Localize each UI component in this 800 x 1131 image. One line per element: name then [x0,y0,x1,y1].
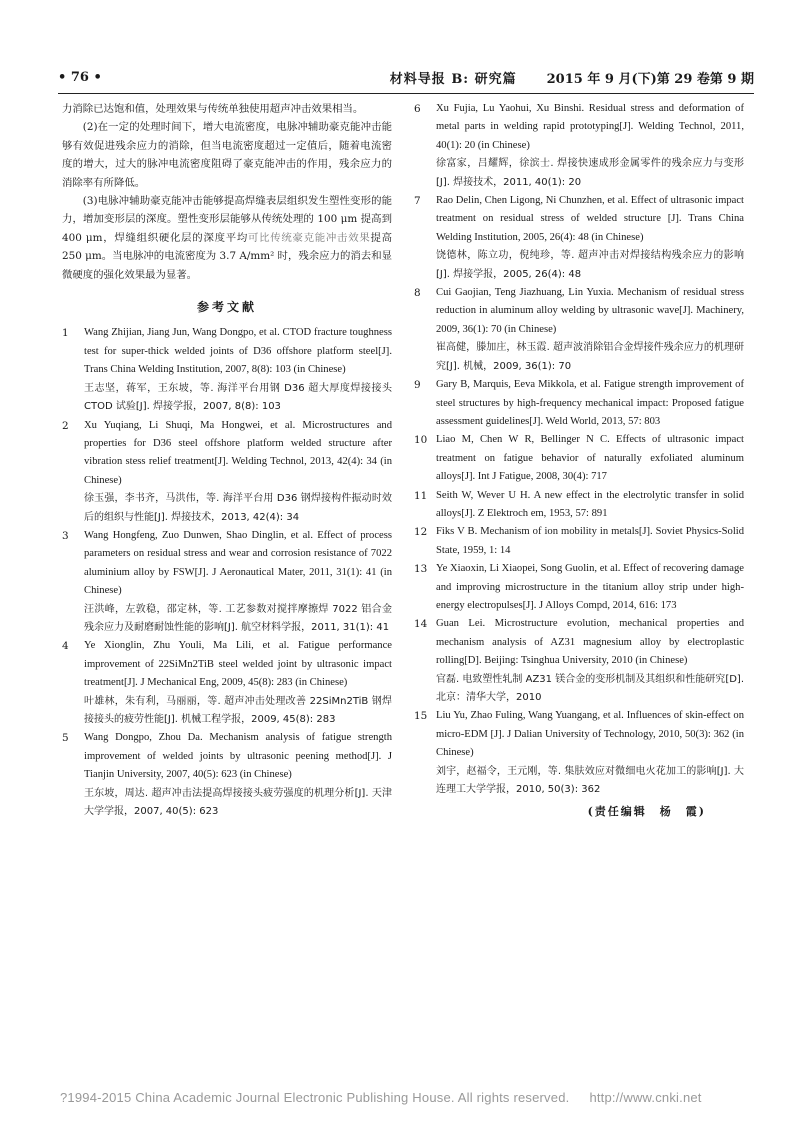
reference-number: 4 [62,640,69,653]
reference-number: 13 [414,563,428,576]
reference-item [414,284,744,376]
reference-item [414,100,744,192]
reference-item [414,431,744,486]
reference-number: 7 [414,195,421,208]
reference-item [414,523,744,560]
reference-english: Ye Xiaoxin, Li Xiaopei, Song Guolin, et al. Effect of recovering damage and improving microstructure in the titanium alloy strip under high-energy electropulses[J]. J Alloys Compd, 2014, 616: 173 [436,563,744,611]
conclusion-3-gray: 可比传统豪克能冲击效果 [247,231,371,244]
copyright-text: ?1994-2015 China Academic Journal Electronic Publishing House. All rights reserved. [60,1090,570,1105]
reference-number: 6 [414,103,421,115]
reference-english: Ye Xionglin, Zhu Youli, Ma Lili, et al. Fatigue performance improvement of 22SiMn2TiB steel welded joint by ultrasonic impact treatment[J]. J Mechanical Eng, 2009, 45(8): 283 (in Chinese) [84,640,392,689]
reference-body [436,192,744,284]
reference-body [436,615,744,707]
reference-item [62,417,392,527]
conclusion-3-part-a: (3)电脉冲辅助豪克能冲击能够提高焊缝表层组织发生塑性变形的能力，增加变形层的深度。塑性变形层能够从传统处理的 100 μm 提高到 400 μm，焊缝组织硬化层的深度平均 [62,195,392,244]
reference-body [436,487,744,524]
running-header [58,66,754,88]
reference-chinese: 饶德林，陈立功，倪纯珍，等. 超声冲击对焊接结构残余应力的影响[J]. 焊接学报，2005, 26(4): 48 [436,250,744,280]
reference-number: 10 [414,434,428,447]
reference-item [414,487,744,524]
reference-number: 11 [414,489,428,502]
reference-english: Cui Gaojian, Teng Jiazhuang, Lin Yuxia. Mechanism of residual stress reduction in aluminum alloy welding by ultrasonic wave[J]. Machinery, 2009, 36(1): 70 (in Chinese) [436,287,744,335]
reference-chinese: 叶雄林，朱有利，马丽丽，等. 超声冲击处理改善 22SiMn2TiB 钢焊接接头的疲劳性能[J]. 机械工程学报，2009, 45(8): 283 [84,695,392,725]
reference-body [436,284,744,376]
reference-chinese: 官磊. 电致塑性轧制 AZ31 镁合金的变形机制及其组织和性能研究[D]. 北京：清华大学，2010 [436,673,744,703]
reference-body [84,417,392,527]
references-heading: 参考文献 [196,300,257,315]
reference-item [414,376,744,431]
reference-number: 3 [62,529,69,542]
right-column [414,100,744,822]
reference-number: 15 [414,710,428,723]
reference-english: Liao M, Chen W R, Bellinger N C. Effects of ultrasonic impact treatment on fatigue behavior of naturally exfoliated aluminum alloys[J]. Int J Fatigue, 2008, 30(4): 717 [436,434,744,483]
reference-number: 8 [414,287,421,300]
reference-number: 12 [414,526,428,539]
reference-chinese: 刘宇，赵福令，王元刚，等. 集肤效应对微细电火花加工的影响[J]. 大连理工大学学报，2010, 50(3): 362 [436,765,744,796]
reference-body [84,324,392,416]
reference-item [414,560,744,615]
reference-english: Seith W, Wever U H. A new effect in the electrolytic transfer in solid alloys[J]. Z Elektroch em, 1953, 57: 891 [436,489,744,519]
reference-english: Wang Zhijian, Jiang Jun, Wang Dongpo, et al. CTOD fracture toughness test for super-thick welded joints of D36 offshore platform steel[J]. Trans China Welding Institution, 2007, 8(8): 103 (in Chinese) [84,327,392,376]
reference-number: 9 [414,379,421,392]
reference-number: 1 [62,327,69,340]
reference-english: Fiks V B. Mechanism of ion mobility in metals[J]. Soviet Physics-Solid State, 1959, 1: 14 [436,526,744,556]
reference-body [84,729,392,821]
footer-url[interactable]: http://www.cnki.net [589,1090,702,1105]
left-column [62,100,392,821]
reference-english: Xu Fujia, Lu Yaohui, Xu Binshi. Residual stress and deformation of metal parts in welding rapid prototyping[J]. Welding Technol, 2011, 40(1): 20 (in Chinese) [436,103,744,151]
reference-item [62,637,392,729]
reference-english: Wang Dongpo, Zhou Da. Mechanism analysis of fatigue strength improvement of welded joints by ultrasonic peening method[J]. J Tianjin University, 2007, 40(5): 623 (in Chinese) [84,732,392,781]
reference-item [62,527,392,637]
reference-chinese: 徐玉强，李书齐，马洪伟，等. 海洋平台用 D36 钢焊接构件振动时效后的组织与性能[J]. 焊接技术，2013, 42(4): 34 [84,493,392,523]
conclusion-2: (2)在一定的处理时间下，增大电流密度，电脉冲辅助豪克能冲击能够有效促进残余应力的消除，但当电流密度超过一定值后，随着电流密度的增大，过大的脉冲电流密度阻碍了豪克能冲击的作用，残余应力的消除率有所降低。 [62,121,392,189]
reference-body [84,527,392,637]
copyright-footer [60,1090,702,1105]
reference-chinese: 徐富家，吕耀辉，徐滨士. 焊接快速成形金属零件的残余应力与变形[J]. 焊接技术，2011, 40(1): 20 [436,158,744,188]
reference-chinese: 汪洪峰，左敦稳，邵定林，等. 工艺参数对搅拌摩擦焊 7022 铝合金残余应力及耐磨耐蚀性能的影响[J]. 航空材料学报，2011, 31(1): 41 [84,603,392,633]
references-list-right [414,100,744,799]
intro-continuation: 力消除已达饱和值，处理效果与传统单独使用超声冲击效果相当。 [62,103,364,115]
reference-body [436,431,744,486]
reference-chinese: 王志坚，蒋军，王东坡，等. 海洋平台用钢 D36 超大厚度焊接接头 CTOD 试验[J]. 焊接学报，2007, 8(8): 103 [84,382,392,413]
reference-english: Xu Yuqiang, Li Shuqi, Ma Hongwei, et al. Microstructures and properties for D36 steel offshore platform welded structure after vibration stess relief treatment[J]. Welding Technol, 2013, 42(4): 34 (in Chinese) [84,419,392,486]
page-number: • 76 • [58,69,102,85]
issue-info: 2015 年 9 月(下)第 29 卷第 9 期 [546,71,754,87]
reference-chinese: 崔高健，滕加庄，林玉霞. 超声波消除铝合金焊接件残余应力的机理研究[J]. 机械，2009, 36(1): 70 [436,342,744,372]
reference-chinese: 王东坡，周达. 超声冲击法提高焊接接头疲劳强度的机理分析[J]. 天津大学学报，2007, 40(5): 623 [84,787,392,818]
reference-item [414,615,744,707]
reference-item [414,707,744,799]
editor-credit: (责任编辑 杨 霞) [587,805,706,819]
reference-english: Rao Delin, Chen Ligong, Ni Chunzhen, et al. Effect of ultrasonic impact treatment on residual stress of welded structure [J]. Trans China Welding Institution, 2005, 26(4): 48 (in Chinese) [436,195,744,243]
reference-body [84,637,392,729]
reference-number: 14 [414,618,428,631]
conclusion-3-part-b: 提高 250 μm。当电脉冲的电流密度为 3.7 A/mm² 时，残余应力的消去和显微硬度的强化效果最为显著。 [62,231,392,281]
reference-item [414,192,744,284]
reference-number: 5 [62,732,69,745]
conclusion-3 [62,192,392,284]
reference-english: Gary B, Marquis, Eeva Mikkola, et al. Fatigue strength improvement of steel structures by high-frequency mechanical impact: Proposed fatigue assessment guidelines[J]. Weld World, 2013, 57: 803 [436,379,744,427]
reference-body [436,560,744,615]
reference-english: Wang Hongfeng, Zuo Dunwen, Shao Dinglin, et al. Effect of process parameters on residual stress and wear and corrosion resistance of 7022 aluminium alloy by FSW[J]. J Aeronautical Mater, 2011, 31(1): 41 (in Chinese) [84,529,392,597]
reference-body [436,376,744,431]
reference-body [436,707,744,799]
journal-title: 材料导报 B: 研究篇 [389,71,517,87]
reference-number: 2 [62,419,69,432]
header-rule [58,93,754,94]
reference-english: Guan Lei. Microstructure evolution, mechanical properties and mechanism analysis of AZ31 magnesium alloy by electroplastic rolling[D]. Beijing: Tsinghua University, 2010 (in Chinese) [436,618,744,667]
reference-body [436,523,744,560]
reference-item [62,324,392,416]
reference-item [62,729,392,821]
reference-english: Liu Yu, Zhao Fuling, Wang Yuangang, et al. Influences of skin-effect on micro-EDM [J]. J Dalian University of Technology, 2010, 50(3): 362 (in Chinese) [436,710,744,759]
references-list-left [62,324,392,821]
reference-body [436,100,744,192]
